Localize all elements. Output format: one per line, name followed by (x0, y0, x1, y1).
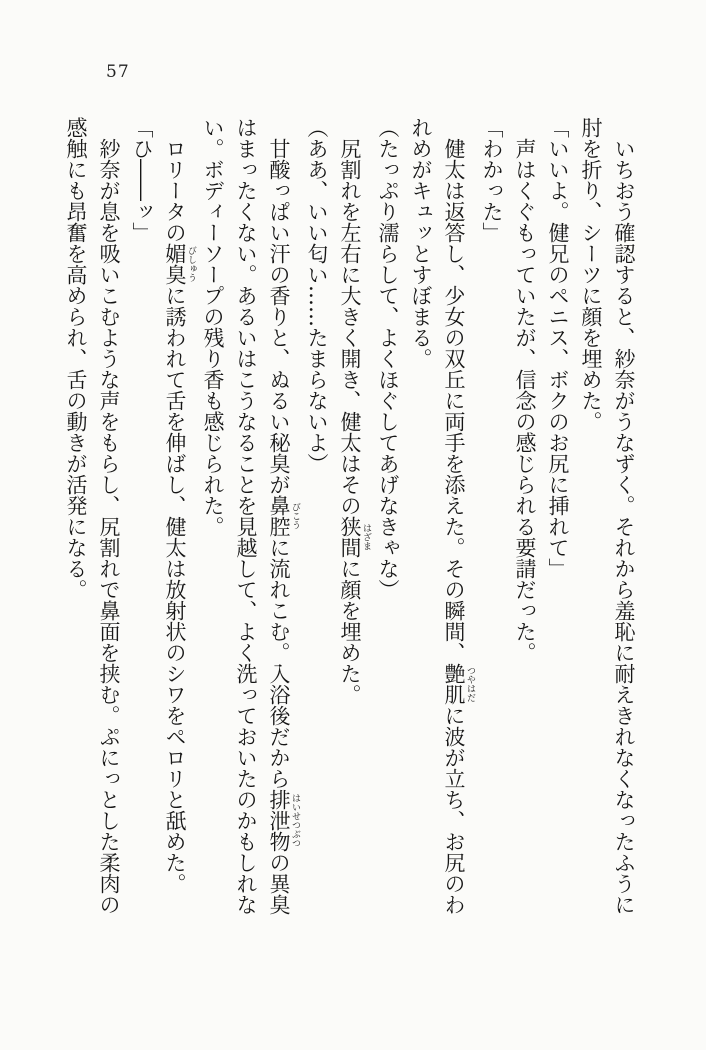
paragraph: いちおう確認すると、紗奈がうなずく。それから羞恥に耐えきれなくなったふうに肘を折り、シーツに顔を埋めた。 (579, 117, 636, 915)
ruby-annotated-word: 排泄物 はいせつぶつ (267, 789, 300, 852)
paragraph: 尻割れを左右に大きく開き、健太はその狭間 はざまに顔を埋めた。 (338, 138, 371, 705)
ruby-annotated-word: 狭間 はざま (338, 516, 371, 558)
page-number: 57 (106, 62, 130, 82)
furigana: はざま (361, 516, 371, 558)
paragraph: （たっぷり濡らして、よくほぐしてあげなきゃな） (376, 117, 400, 600)
paragraph: 「わかった」 (480, 117, 504, 243)
furigana: つやはだ (465, 663, 475, 705)
furigana: びこう (290, 495, 300, 537)
paragraph: 甘酸っぱい汗の香りと、ぬるい秘臭が鼻腔 びこうに流れこむ。入浴後だから排泄物 はいせつぶつの異臭はまったくない。あるいはこうなることを見越して、よく洗っておいたのかもしれない。ボディーソープの残り香も感じられた。 (201, 117, 300, 915)
paragraph: （ああ、いい匂い……たまらないよ） (305, 117, 329, 474)
paragraph: 紗奈が息を吸いこむような声をもらし、尻割れで鼻面を挟む。ぷにっとした柔肉の感触にも昂奮を高められ、舌の動きが活発になる。 (64, 117, 121, 915)
paragraph: 「いいよ。健兄のペニス、ボクのお尻に挿れて」 (546, 117, 570, 579)
ruby-annotated-word: 媚臭 びしゅう (163, 243, 196, 285)
paragraph: 健太は返答し、少女の双丘に両手を添えた。その瞬間、艶肌 つやはだに波が立ち、お尻のわれめがキュッとすぼまる。 (409, 117, 475, 915)
paragraph: 声はくぐもっていたが、信念の感じられる要請だった。 (513, 138, 537, 663)
text-body (59, 117, 640, 915)
ruby-annotated-word: 艶肌 つやはだ (442, 663, 475, 705)
furigana: びしゅう (186, 243, 196, 285)
paragraph: ロリータの媚臭 びしゅうに誘われて舌を伸ばし、健太は放射状のシワをペロリと舐めた。 (163, 138, 196, 894)
paragraph: 「ひ――ッ」 (130, 117, 154, 243)
furigana: はいせつぶつ (290, 789, 300, 852)
ruby-annotated-word: 鼻腔 びこう (267, 495, 300, 537)
